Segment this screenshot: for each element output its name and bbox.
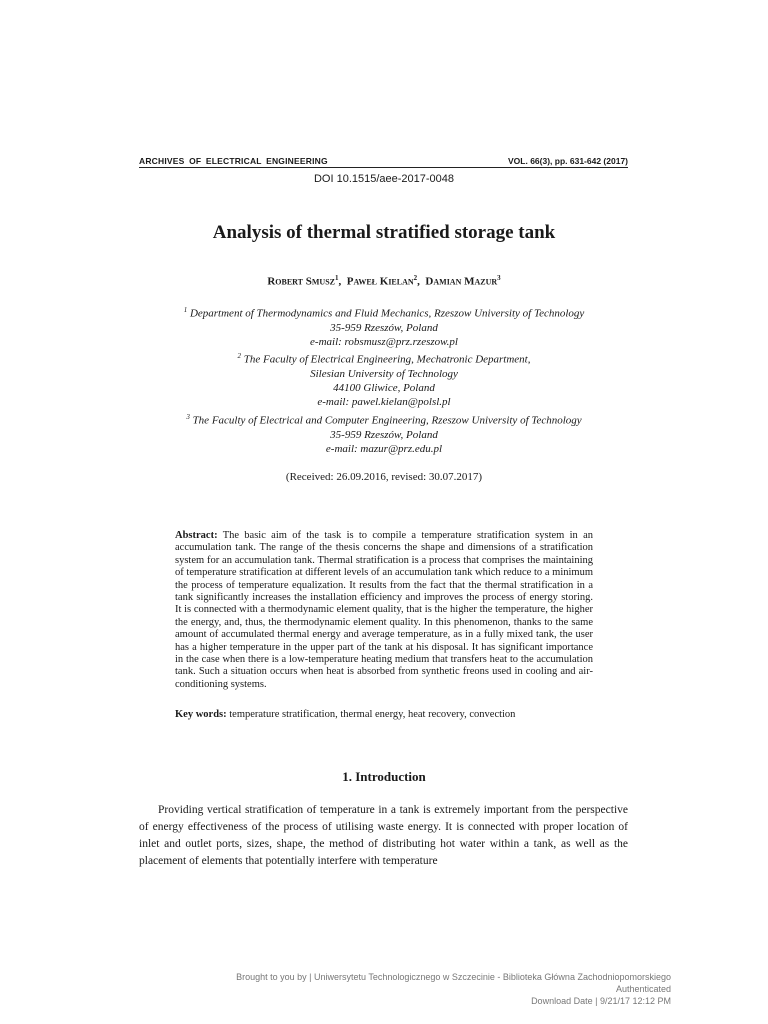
affiliation-line: 44100 Gliwice, Poland: [333, 381, 435, 394]
affiliation-line: 35-959 Rzeszów, Poland: [330, 321, 438, 334]
affiliation-email: e-mail: pawel.kielan@polsl.pl: [317, 395, 451, 408]
abstract: [175, 530, 593, 691]
section-paragraph: Providing vertical stratification of temperature in a tank is extremely important from the perspective of energy effectiveness of the process of utilising waste energy. It is connected with proper location of inlet and outlet ports, sizes, shape, the method of distributing hot water within a tank, as well as the placement of elements that potentially interfere with temperature: [139, 804, 628, 867]
affiliation-1: [0, 303, 768, 349]
abstract-label: Abstract:: [175, 530, 218, 541]
author-name: Damian Mazur: [425, 275, 498, 288]
author-sup: 1: [334, 274, 339, 282]
affiliation-3: [0, 410, 768, 456]
affiliation-sup: 1: [183, 306, 188, 314]
footer-download-date: Download Date | 9/21/17 12:12 PM: [531, 996, 671, 1006]
header-rule: [139, 167, 628, 168]
affiliation-email: e-mail: mazur@prz.edu.pl: [325, 442, 443, 455]
received-dates: (Received: 26.09.2016, revised: 30.07.2017): [285, 471, 483, 483]
affiliation-email: e-mail: robsmusz@prz.rzeszow.pl: [310, 335, 458, 348]
author-name: Paweł Kielan: [346, 275, 414, 288]
keywords-text: temperature stratification, thermal energy, heat recovery, convection: [229, 709, 516, 720]
doi: DOI 10.1515/aee-2017-0048: [313, 173, 455, 185]
abstract-text: The basic aim of the task is to compile a temperature stratification system in an accumulation tank. The range of the thesis concerns the shape and dimensions of a stratification system for an accumulation tank. Thermal stratification is a process that comprises the maintaining of temperature stratification at different levels of an accumulation tank which reduce to a minimum the process of temperature equalization. It results from the fact that the thermal stratification in a tank significantly increases the installation efficiency and improves the process of energy storing. It is connected with a thermodynamic element quality, that is the higher the temperature, the higher the energy, and, thus, the thermodynamic element quality. In this phenomenon, thanks to the same amount of accumulated thermal energy and average temperature, as in a fully mixed tank, the user has a higher temperature in the upper part of the tank at his disposal. It has significant importance in the case when there is a low-temperature heating medium that transfers heat to the accumulation tank. Such a situation occurs when heat is absorbed from synthetic freons used in cooling and air-conditioning systems.: [175, 530, 594, 690]
affiliation-line: The Faculty of Electrical and Computer Engineering, Rzeszow University of Technology: [192, 414, 582, 427]
paper-title: Analysis of thermal stratified storage tank: [212, 222, 556, 243]
keywords-label: Key words:: [175, 709, 227, 720]
affiliation-sup: 2: [237, 352, 241, 360]
author-list: Robert Smusz$^1$, Paweł Kielan$^2$, Damian Mazur$^3$: [267, 274, 501, 288]
affiliation-sup: 3: [186, 413, 190, 421]
affiliation-line: Department of Thermodynamics and Fluid Mechanics, Rzeszow University of Technology: [189, 307, 585, 320]
affiliation-line: Silesian University of Technology: [310, 367, 458, 380]
keywords: [175, 709, 593, 721]
affiliation-2: [0, 349, 768, 409]
footer-provider: Brought to you by | Uniwersytetu Technologicznego w Szczecinie - Biblioteka Główna Zachodniopomorskiego: [236, 972, 671, 982]
footer-auth: Authenticated: [615, 984, 671, 994]
author-sup: 3: [497, 274, 501, 282]
section-heading: 1. Introduction: [342, 769, 426, 784]
affiliation-line: The Faculty of Electrical Engineering, Mechatronic Department,: [243, 353, 531, 366]
author-sup: 2: [413, 274, 418, 282]
journal-name: ARCHIVES OF ELECTRICAL ENGINEERING: [139, 156, 328, 166]
affiliation-line: 35-959 Rzeszów, Poland: [330, 428, 438, 441]
volume-info: VOL. 66(3), pp. 631-642 (2017): [508, 156, 628, 166]
author-name: Robert Smusz: [267, 275, 335, 288]
